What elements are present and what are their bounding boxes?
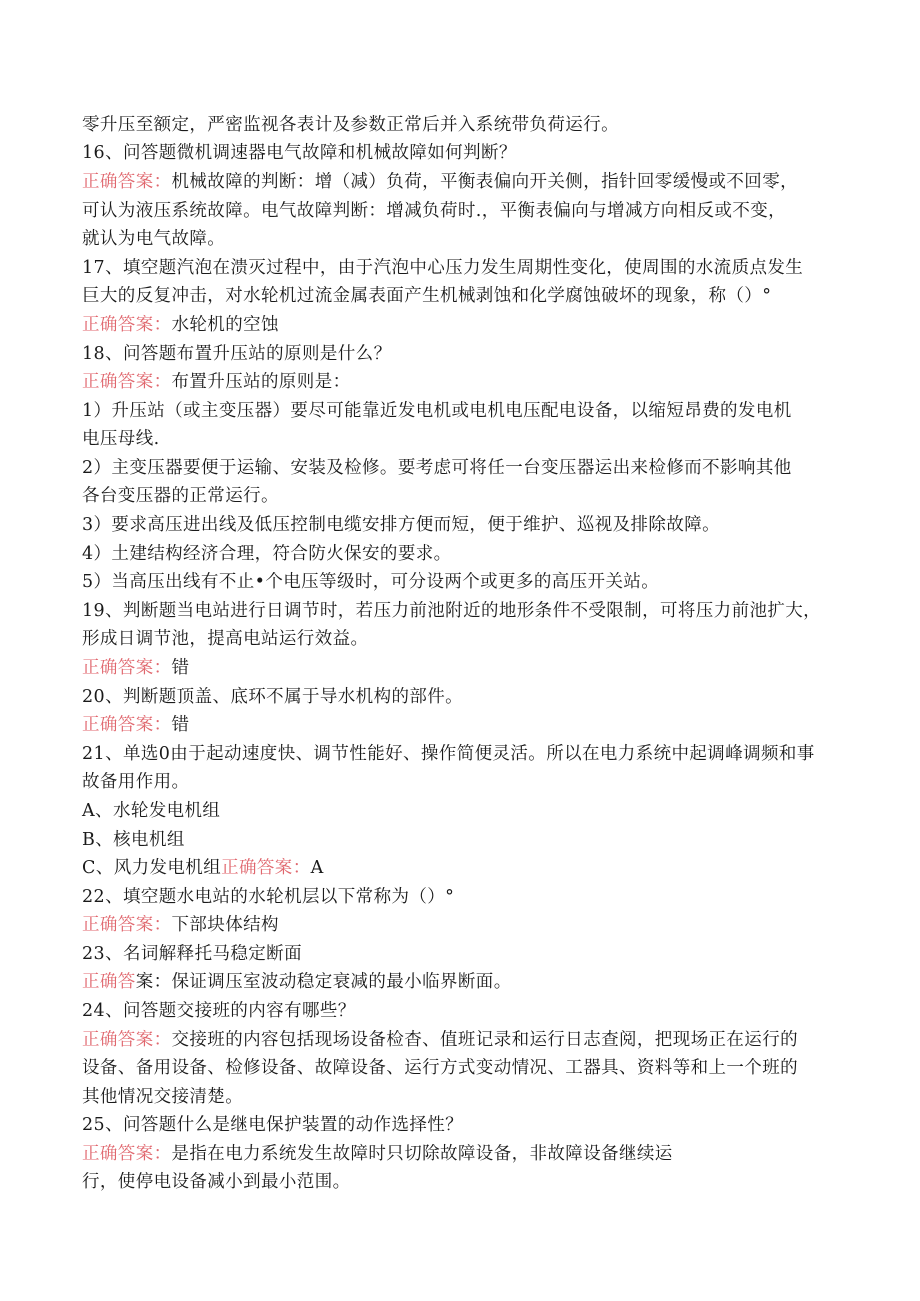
text-line: 2）主变压器要便于运输、安装及检修。要考虑可将任一台变压器运出来检修而不影响其他: [82, 458, 792, 478]
question-25: 25、问答题什么是继电保护装置的动作选择性？: [82, 1115, 464, 1135]
answer-text: 布置升压站的原则是：: [171, 372, 351, 392]
question-20: 20、判断题顶盖、底环不属于导水机构的部件。: [82, 687, 464, 707]
option-c-with-answer: [82, 854, 860, 882]
question-18: 18、问答题布置升压站的原则是什么？: [82, 344, 392, 364]
text-line: 巨大的反复冲击，对水轮机过流金属表面产生机械剥蚀和化学腐蚀破坏的现象，称（）°: [82, 286, 772, 306]
answer-text: 是指在电力系统发生故障时只切除故障设备，非故障设备继续运: [171, 1144, 673, 1164]
answer-text: 错: [171, 715, 190, 735]
text-line: 设备、备用设备、检修设备、故障设备、运行方式变动情况、工器具、资料等和上一个班的: [82, 1058, 798, 1078]
text-line: 5）当高压出线有不止•个电压等级时，可分设两个或更多的高压开关站。: [82, 572, 660, 592]
answer-16: [82, 168, 860, 196]
answer-label: 正确答案：: [82, 315, 172, 335]
answer-22: [82, 911, 860, 939]
text-line: 形成日调节池，提高电站运行效益。: [82, 629, 369, 649]
answer-25: [82, 1140, 860, 1168]
text-line: 4）土建结构经济合理，符合防火保安的要求。: [82, 544, 452, 564]
question-24: 24、问答题交接班的内容有哪些？: [82, 1001, 356, 1021]
text-line: 3）要求高压进出线及低压控制电缆安排方便而短，便于维护、巡视及排除故障。: [82, 515, 721, 535]
text-line: 可认为液压系统故障。电气故障判断：增减负荷时.，平衡表偏向与增减方向相反或不变，: [82, 201, 787, 221]
question-22: 22、填空题水电站的水轮机层以下常称为（）°: [82, 887, 455, 907]
text-line: 零升压至额定，严密监视各表计及参数正常后并入系统带负荷运行。: [82, 115, 619, 135]
answer-label: 正确答案：: [82, 915, 172, 935]
answer-text: 水轮机的空蚀: [171, 315, 279, 335]
answer-label: 正确答案：: [82, 658, 172, 678]
answer-label: 正确答案：: [221, 858, 311, 878]
answer-label: 正确答案：: [82, 1144, 172, 1164]
text-line: 1）升压站（或主变压器）要尽可能靠近发电机或电机电压配电设备，以缩短昂费的发电机: [82, 401, 792, 421]
answer-23: [82, 968, 860, 996]
answer-20: [82, 711, 860, 739]
answer-label: 正确答案：: [82, 372, 172, 392]
answer-19: [82, 654, 860, 682]
text-line: 故备用作用。: [82, 772, 190, 792]
answer-text: 下部块体结构: [171, 915, 279, 935]
text-line: 就认为电气故障。: [82, 229, 226, 249]
answer-text: 交接班的内容包括现场设备检杳、值班记录和运行日志查阅，把现场正在运行的: [171, 1030, 798, 1050]
question-17: 17、填空题汽泡在溃灭过程中，由于汽泡中心压力发生周期性变化，使周围的水流质点发生: [82, 258, 804, 278]
answer-label: 正确答案：: [82, 172, 172, 192]
answer-24: [82, 1026, 860, 1054]
text-line: 电压母线.: [82, 429, 160, 449]
answer-18: [82, 368, 860, 396]
question-19: 19、判断题当电站进行日调节时，若压力前池附近的地形条件不受限制，可将压力前池扩大，: [82, 601, 822, 621]
text-line: 其他情况交接清楚。: [82, 1087, 244, 1107]
question-16: 16、问答题微机调速器电气故障和机械故障如何判断？: [82, 143, 517, 163]
answer-17: [82, 311, 860, 339]
option-b: B、核电机组: [82, 830, 185, 850]
question-21: 21、单选0由于起动速度快、调节性能好、操作简便灵活。所以在电力系统中起调峰调频和事: [82, 744, 815, 764]
answer-label: 正确答案：: [82, 1030, 172, 1050]
option-a: A、水轮发电机组: [82, 801, 221, 821]
answer-text: 案：保证调压室波动稳定衰减的最小临界断面。: [135, 972, 512, 992]
answer-text: A: [310, 858, 324, 878]
answer-label: 正确答案：: [82, 715, 172, 735]
answer-label-partial: 正确答: [82, 972, 136, 992]
answer-text: 错: [171, 658, 190, 678]
text-line: 各台变压器的正常运行。: [82, 486, 279, 506]
question-23: 23、名词解释托马稳定断面: [82, 944, 302, 964]
option-c: C、风力发电机组: [82, 858, 222, 878]
text-line: 行，使停电设备减小到最小范围。: [82, 1172, 351, 1192]
answer-text: 机械故障的判断：增（减）负荷，平衡表偏向开关侧，指针回零缓慢或不回零，: [171, 172, 798, 192]
